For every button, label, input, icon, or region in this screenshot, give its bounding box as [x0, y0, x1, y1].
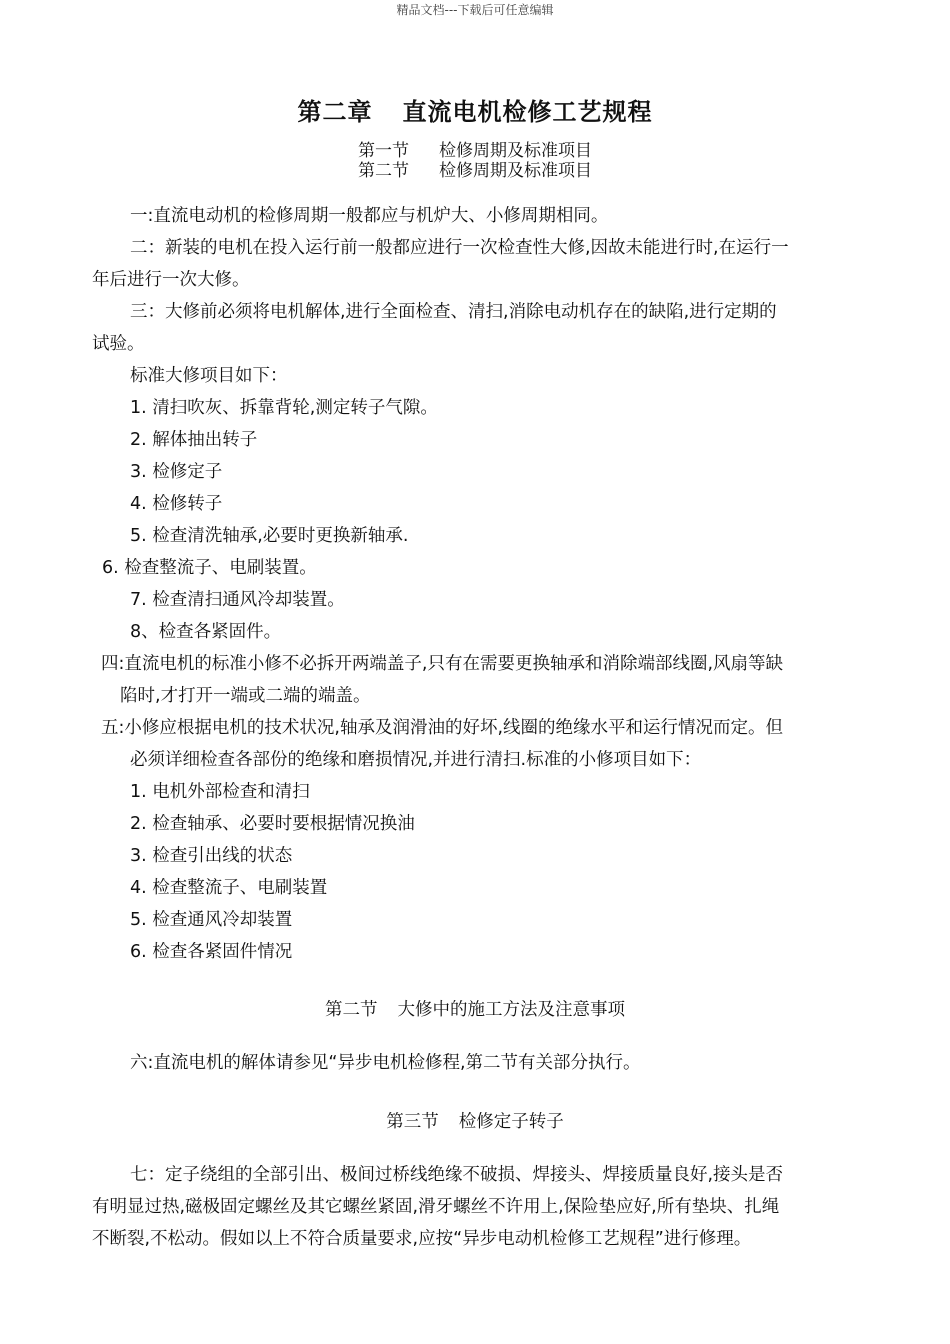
- chapter-name: 直流电机检修工艺规程: [402, 98, 653, 126]
- section-heading-2: 第二节 大修中的施工方法及注意事项: [325, 1000, 625, 1020]
- chapter-title: [0, 92, 950, 127]
- list-item: 4. 检查整流子、电刷装置: [130, 878, 328, 898]
- list-item: 4. 检修转子: [130, 494, 223, 514]
- paragraph-2-line-2: 年后进行一次大修。: [92, 270, 250, 290]
- subheading-2: 第二节 检修周期及标准项目: [358, 161, 592, 181]
- list-item: 8、检查各紧固件。: [130, 622, 282, 642]
- paragraph-5-line-1: 五:小修应根据电机的技术状况,轴承及润滑油的好坏,线圈的绝缘水平和运行情况而定。但: [101, 718, 784, 738]
- paragraph-7-line-3: 不断裂,不松动。假如以上不符合质量要求,应按“异步电动机检修工艺规程”进行修理。: [92, 1229, 752, 1249]
- list-item: 6. 检查整流子、电刷装置。: [102, 558, 317, 578]
- list-item: 1. 电机外部检查和清扫: [130, 782, 310, 802]
- list-item: 7. 检查清扫通风冷却装置。: [130, 590, 345, 610]
- subheading-1: 第一节 检修周期及标准项目: [358, 141, 592, 161]
- paragraph-7-line-2: 有明显过热,磁极固定螺丝及其它螺丝紧固,滑牙螺丝不许用上,保险垫应好,所有垫块、扎绳: [92, 1197, 780, 1217]
- list-item: 6. 检查各紧固件情况: [130, 942, 293, 962]
- paragraph-4-line-2: 陷时,才打开一端或二端的端盖。: [120, 686, 371, 706]
- list-item: 3. 检查引出线的状态: [130, 846, 293, 866]
- paragraph-4-line-1: 四:直流电机的标准小修不必拆开两端盖子,只有在需要更换轴承和消除端部线圈,风扇等缺: [101, 654, 784, 674]
- paragraph-7-line-1: 七：定子绕组的全部引出、极间过桥线绝缘不破损、焊接头、焊接质量良好,接头是否: [130, 1165, 784, 1185]
- list-item: 2. 解体抽出转子: [130, 430, 258, 450]
- paragraph-5-line-2: 必须详细检查各部份的绝缘和磨损情况,并进行清扫.标准的小修项目如下：: [130, 750, 702, 770]
- list-item: 5. 检查清洗轴承,必要时更换新轴承.: [130, 526, 409, 546]
- paragraph-3-line-1: 三：大修前必须将电机解体,进行全面检查、清扫,消除电动机存在的缺陷,进行定期的: [130, 302, 777, 322]
- list-item: 5. 检查通风冷却装置: [130, 910, 293, 930]
- section-heading-3: 第三节 检修定子转子: [386, 1112, 564, 1132]
- paragraph-6: 六:直流电机的解体请参见“异步电机检修程,第二节有关部分执行。: [130, 1053, 641, 1073]
- paragraph-3-line-2: 试验。: [92, 334, 145, 354]
- major-repair-intro: 标准大修项目如下：: [130, 366, 288, 386]
- chapter-number: 第二章: [297, 98, 373, 126]
- list-item: 1. 清扫吹灰、拆靠背轮,测定转子气隙。: [130, 398, 438, 418]
- paragraph-1: 一:直流电动机的检修周期一般都应与机炉大、小修周期相同。: [130, 206, 609, 226]
- list-item: 3. 检修定子: [130, 462, 223, 482]
- list-item: 2. 检查轴承、必要时要根据情况换油: [130, 814, 415, 834]
- page-header: 精品文档---下载后可任意编辑: [396, 3, 554, 17]
- paragraph-2-line-1: 二：新装的电机在投入运行前一般都应进行一次检查性大修,因故未能进行时,在运行一: [130, 238, 789, 258]
